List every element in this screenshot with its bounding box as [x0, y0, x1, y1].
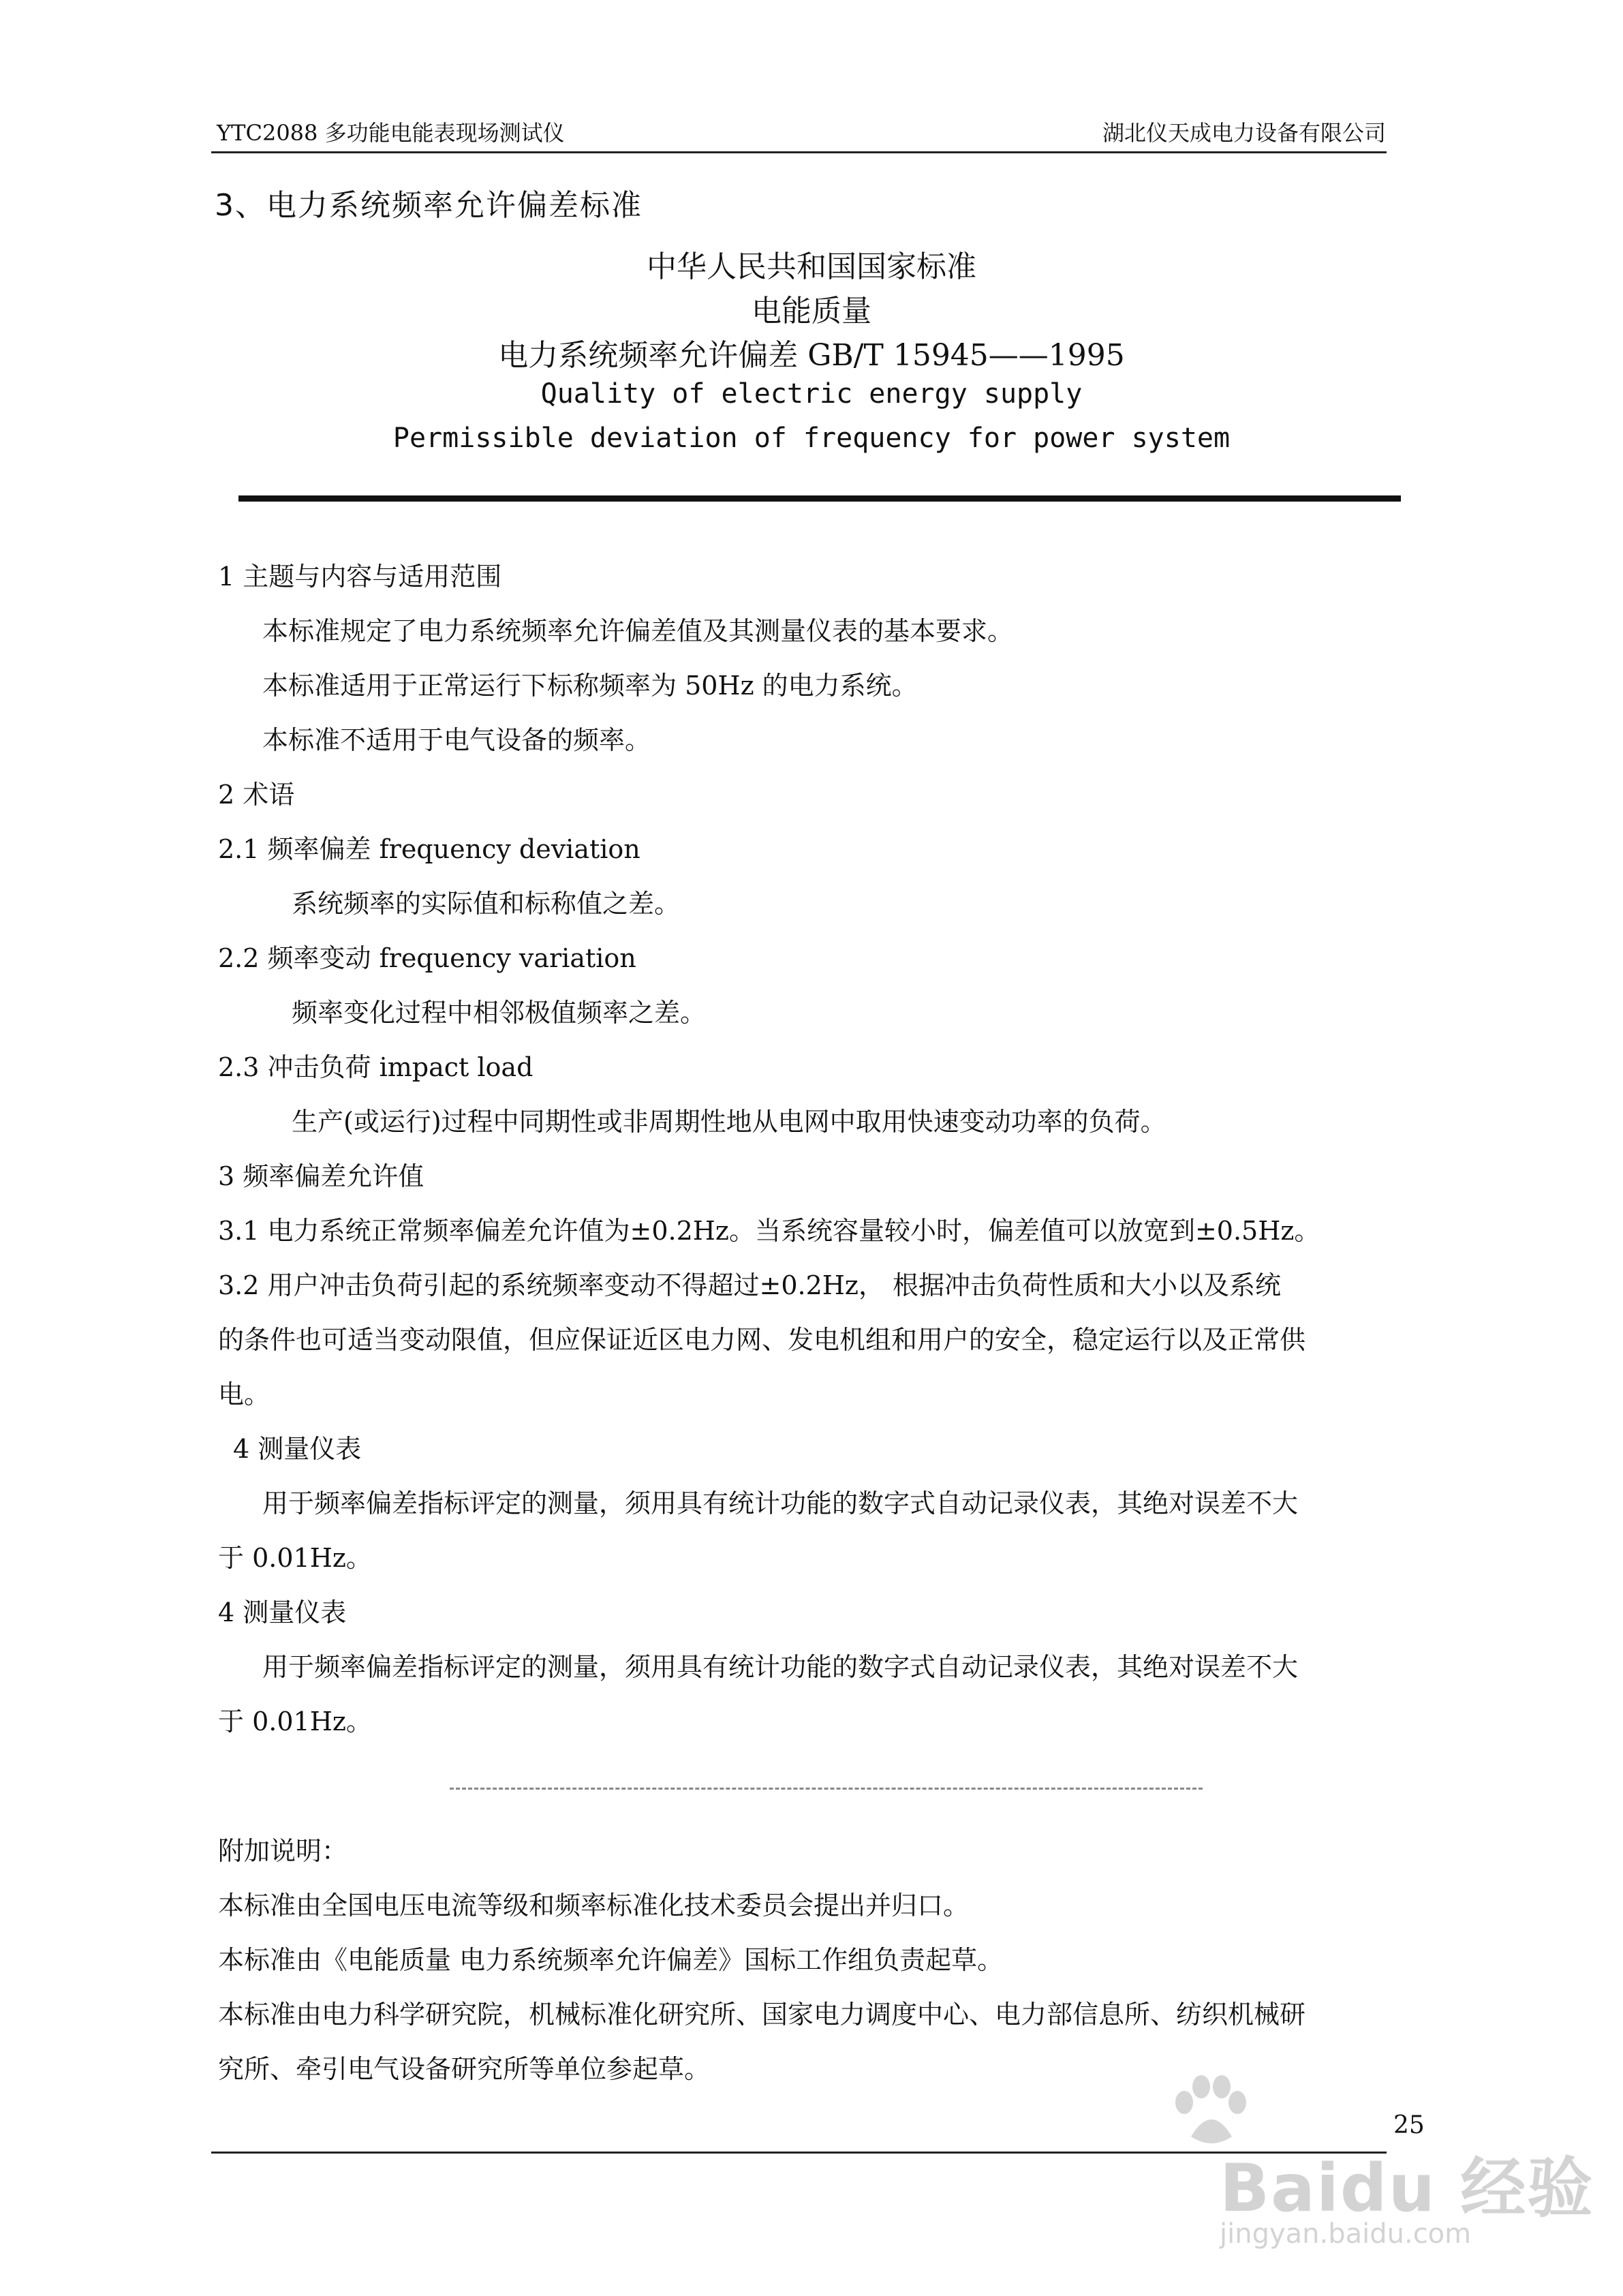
clause-2-3-heading: 2.3 冲击负荷 impact load [218, 1052, 534, 1082]
standard-national-title: 中华人民共和国国家标准 [647, 249, 976, 284]
clause-3-2-text-line3: 电。 [218, 1379, 270, 1409]
header-right-company: 湖北仪天成电力设备有限公司 [1102, 120, 1386, 146]
clause-3-2-text-line1: 3.2 用户冲击负荷引起的系统频率变动不得超过±0.2Hz， 根据冲击负荷性质和大小以及系统 [218, 1270, 1282, 1300]
appendix-heading: 附加说明： [218, 1836, 348, 1866]
clause-3-1-text: 3.1 电力系统正常频率偏差允许值为±0.2Hz。当系统容量较小时，偏差值可以放宽到±0.5Hz。 [218, 1216, 1320, 1246]
clause-4-text-line2: 于 0.01Hz。 [218, 1543, 372, 1573]
clause-1-heading: 1 主题与内容与适用范围 [218, 562, 502, 592]
standard-english-line2: Permissible deviation of frequency for power system [392, 423, 1231, 454]
baidu-watermark-logo [1158, 2072, 1608, 2250]
appendix-line-4: 究所、牵引电气设备研究所等单位参起草。 [218, 2054, 711, 2084]
clause-2-1-heading: 2.1 频率偏差 frequency deviation [218, 834, 640, 864]
clause-4-repeat-text-line1: 用于频率偏差指标评定的测量，须用具有统计功能的数字式自动记录仪表，其绝对误差不大 [262, 1652, 1299, 1682]
clause-3-2-text-line2: 的条件也可适当变动限值，但应保证近区电力网、发电机组和用户的安全，稳定运行以及正常供 [218, 1325, 1306, 1355]
clause-2-3-definition: 生产(或运行)过程中同期性或非周期性地从电网中取用快速变动功率的负荷。 [292, 1107, 1166, 1137]
appendix-divider [450, 1788, 1203, 1790]
watermark-brand: Baidu 经验 [1220, 2150, 1594, 2226]
appendix-line-3: 本标准由电力科学研究院，机械标准化研究所、国家电力调度中心、电力部信息所、纺织机械研 [218, 2000, 1306, 2030]
clause-2-2-heading: 2.2 频率变动 frequency variation [218, 943, 636, 973]
clause-4-repeat-heading: 4 测量仪表 [218, 1597, 347, 1627]
header-rule [211, 151, 1387, 153]
watermark-url: jingyan.baidu.com [1220, 2218, 1472, 2250]
section-title: 3、电力系统频率允许偏差标准 [215, 188, 643, 223]
clause-3-heading: 3 频率偏差允许值 [218, 1161, 424, 1191]
header-left-title: YTC2088 多功能电能表现场测试仪 [217, 120, 565, 146]
page-number: 25 [1393, 2111, 1425, 2139]
clause-1-para-1: 本标准规定了电力系统频率允许偏差值及其测量仪表的基本要求。 [262, 616, 1014, 646]
clause-2-2-definition: 频率变化过程中相邻极值频率之差。 [292, 998, 707, 1028]
clause-1-para-3: 本标准不适用于电气设备的频率。 [262, 725, 651, 755]
standard-english-line1: Quality of electric energy supply [540, 378, 1083, 410]
title-divider [238, 495, 1401, 502]
standard-category: 电能质量 [752, 294, 871, 328]
clause-1-para-2: 本标准适用于正常运行下标称频率为 50Hz 的电力系统。 [262, 671, 918, 701]
clause-2-1-definition: 系统频率的实际值和标称值之差。 [292, 889, 681, 919]
standard-name-code: 电力系统频率允许偏差 GB/T 15945——1995 [498, 338, 1125, 373]
clause-2-heading: 2 术语 [218, 780, 295, 810]
appendix-line-1: 本标准由全国电压电流等级和频率标准化技术委员会提出并归口。 [218, 1891, 970, 1920]
clause-4-repeat-text-line2: 于 0.01Hz。 [218, 1706, 372, 1736]
clause-4-heading: 4 测量仪表 [233, 1434, 362, 1464]
appendix-line-2: 本标准由《电能质量 电力系统频率允许偏差》国标工作组负责起草。 [218, 1945, 1004, 1975]
clause-4-text-line1: 用于频率偏差指标评定的测量，须用具有统计功能的数字式自动记录仪表，其绝对误差不大 [262, 1488, 1299, 1518]
